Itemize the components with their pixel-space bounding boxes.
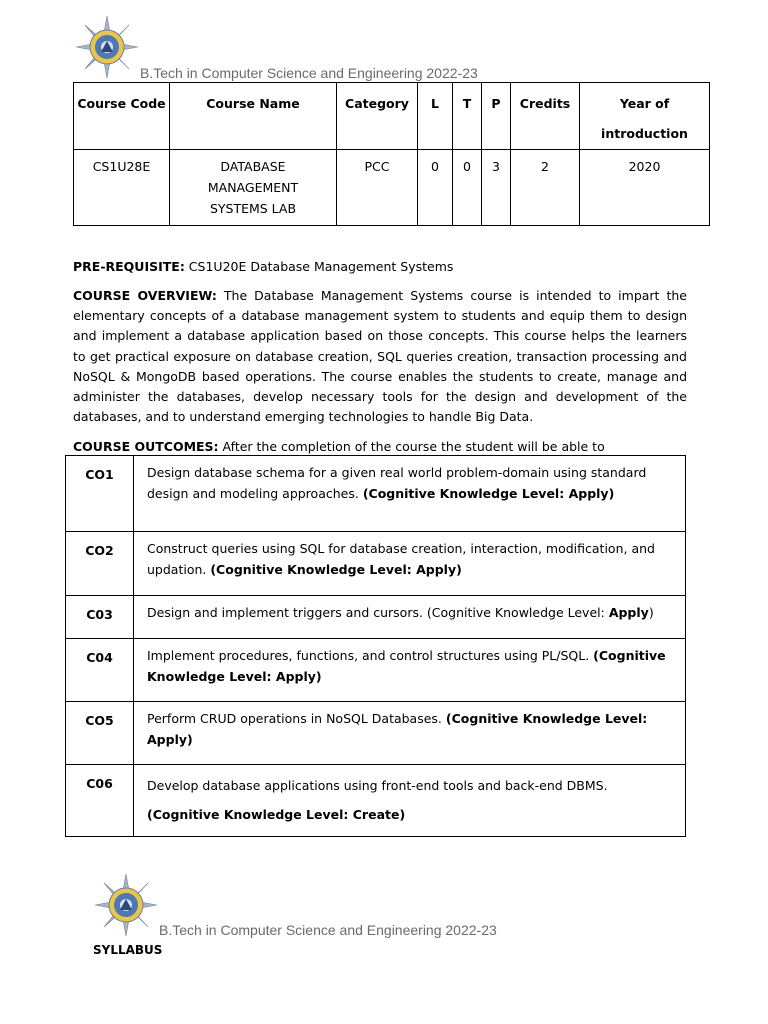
outcome-text (134, 639, 686, 702)
outcome-description: Construct queries using SQL for database creation, interaction, modification, and updation. (147, 541, 655, 577)
footer-program-title: B.Tech in Computer Science and Engineering 2022-23 (159, 922, 497, 938)
outcome-text (134, 532, 686, 596)
outcomes-label: COURSE OUTCOMES: (73, 439, 219, 454)
outcome-description: Develop database applications using front-end tools and back-end DBMS. (147, 778, 608, 793)
section-label: SYLLABUS (93, 943, 163, 957)
prerequisite (73, 257, 687, 277)
outcome-description: Design and implement triggers and cursors. (Cognitive Knowledge Level: (147, 605, 609, 620)
outcome-description: Perform CRUD operations in NoSQL Databases. (147, 711, 446, 726)
cell-t: 0 (453, 150, 482, 226)
table-row (66, 765, 686, 837)
outcome-level: (Cognitive Knowledge Level: Apply) (147, 711, 648, 747)
outcome-description: Design database schema for a given real world problem-domain using standard design and modeling approaches. (147, 465, 647, 501)
outcome-level: Apply (608, 605, 649, 620)
table-header-row (74, 83, 710, 150)
cell-l: 0 (418, 150, 453, 226)
outcome-code: C04 (66, 639, 134, 702)
outcome-text (134, 765, 686, 837)
header-category: Category (337, 83, 418, 150)
cell-credits: 2 (511, 150, 580, 226)
prerequisite-text: CS1U20E Database Management Systems (184, 259, 454, 274)
header-year-line1: Year of (619, 96, 670, 111)
outcome-level: (Cognitive Knowledge Level: Apply) (147, 648, 666, 684)
outcome-text (134, 456, 686, 532)
university-logo (95, 874, 157, 936)
cell-course-code: CS1U28E (74, 150, 170, 226)
outcome-text (134, 596, 686, 639)
outcome-code: CO1 (66, 456, 134, 532)
cell-p: 3 (482, 150, 511, 226)
table-row (66, 456, 686, 532)
table-row (66, 702, 686, 765)
overview-label: COURSE OVERVIEW: (73, 288, 217, 303)
course-name-line: MANAGEMENT (207, 180, 299, 195)
overview-text: The Database Management Systems course is intended to impart the elementary concepts of a database management system to students and equip them to design and implement a database application based on those concepts. This course helps the learners to get practical exposure on database creation, SQL queries creation, transaction processing and NoSQL & MongoDB based operations. The course enables the students to create, manage and administer the databases, develop necessary tools for the design and development of the databases, and to understand emerging technologies to handle Big Data. (73, 288, 687, 425)
cell-category: PCC (337, 150, 418, 226)
outcome-level: (Cognitive Knowledge Level: Apply) (210, 562, 462, 577)
header-p: P (482, 83, 511, 150)
outcomes-intro-text: After the completion of the course the student will be able to (218, 439, 605, 454)
course-overview (73, 286, 687, 427)
header-t: T (453, 83, 482, 150)
header-l: L (418, 83, 453, 150)
outcome-level: (Cognitive Knowledge Level: Apply) (362, 486, 615, 501)
prerequisite-label: PRE-REQUISITE: (73, 259, 185, 274)
outcome-level: (Cognitive Knowledge Level: Create) (147, 807, 406, 822)
university-logo (76, 16, 138, 78)
outcome-code: C06 (66, 765, 134, 837)
header-credits: Credits (511, 83, 580, 150)
cell-year: 2020 (580, 150, 710, 226)
header-program-title: B.Tech in Computer Science and Engineering 2022-23 (140, 65, 478, 81)
outcome-description: Implement procedures, functions, and control structures using PL/SQL. (147, 648, 594, 663)
outcome-tail: ) (648, 605, 654, 620)
outcome-code: C03 (66, 596, 134, 639)
header-course-code: Course Code (74, 83, 170, 150)
table-row (66, 639, 686, 702)
course-outcomes-table (65, 455, 686, 837)
outcome-code: CO5 (66, 702, 134, 765)
course-name-line: SYSTEMS LAB (209, 201, 297, 216)
cell-course-name (170, 150, 337, 226)
course-name-line: DATABASE (220, 159, 286, 174)
header-year-line2: introduction (601, 126, 688, 141)
outcome-code: CO2 (66, 532, 134, 596)
header-year (580, 83, 710, 150)
course-info-table (73, 82, 710, 226)
outcome-text (134, 702, 686, 765)
header-course-name: Course Name (170, 83, 337, 150)
table-row (66, 532, 686, 596)
table-row (66, 596, 686, 639)
table-row (74, 150, 710, 226)
